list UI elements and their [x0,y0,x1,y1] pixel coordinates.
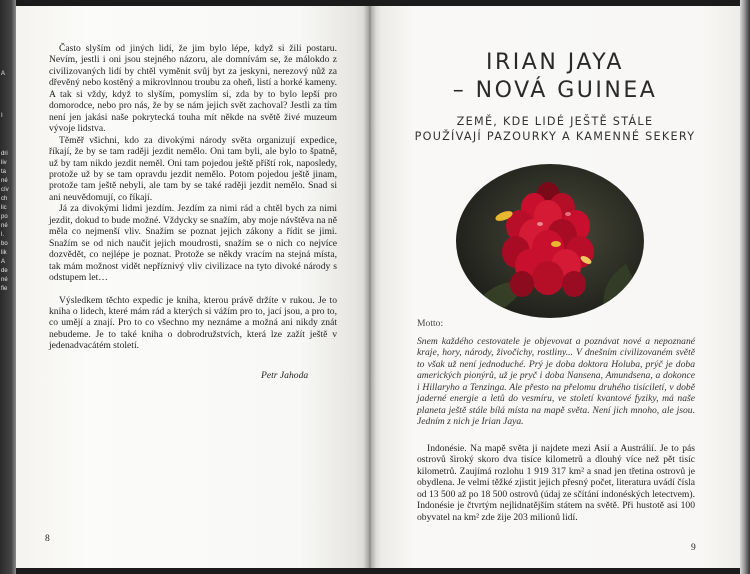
motto-label: Motto: [417,318,444,329]
flower-photo [456,164,644,318]
edge-fragment: liv [1,160,7,166]
page-number-right: 9 [691,543,696,553]
chapter-subtitle-line-1: ZEMĚ, KDE LIDÉ JEŠTĚ STÁLE [456,115,654,128]
edge-fragment: A [1,259,6,265]
edge-fragment: I [1,113,3,119]
edge-fragment: ta [1,169,7,175]
edge-fragment: po [1,214,8,220]
paragraph: Často slyším od jiných lidí, že jim bylo lépe, když si žili postaru. Nevím, jestli i oni jsou stejného názoru, ale domnívám se, že málokdo z civilizovaných lidí by chtěl vyměnit svůj byt za jeskyni, nerezový nůž za dřevěný nebo kostěný a mikrovlnnou troubu za oheň, listí a horké kameny. A tak si vždy, když to slyším, pomyslím si, zda by to bylo lepší pro domorodce, nebo pro nás, že by se nám jejich svět zachoval? Jestli za tím není jen jakási naše pokrytecká touha mít někde na světě živé muzeum vývoje lidstva. [49,43,337,135]
edge-fragment: bo [1,241,8,247]
right-page [370,6,740,568]
edge-fragment: cív [1,187,9,193]
edge-fragment: fie [1,286,8,292]
edge-fragment: dri [1,151,8,157]
page-number-left: 8 [45,534,50,544]
edge-fragment: de [1,268,8,274]
paragraph: Těměř všichni, kdo za divokými národy světa organizují expedice, říkají, že by se tam raději jezdit nemělo. Oni tam byli, ale bylo to špatně, už by tam nikdo jezdit neměl. Oni tam pojedou ještě příští rok, naposledy, protože už by se tam opravdu jezdit nemělo. Potom pojedou ještě jinam, protože tam ještě nebyli, ale tam by se také raději jezdit nemělo. Snad si ani neuvědomují, co říkají. [49,134,337,203]
adjacent-page-edge-left [0,0,16,574]
edge-fragment: né [1,223,8,229]
book-gutter [364,6,376,568]
edge-fragment: l. [1,232,4,238]
left-page-text [49,43,337,352]
left-page [16,6,370,568]
right-page-text [417,443,695,523]
chapter-subtitle-line-2: POUŽÍVAJÍ PAZOURKY A KAMENNÉ SEKERY [414,130,696,143]
author-signature: Petr Jahoda [261,370,309,381]
edge-fragment: lic [1,205,7,211]
chapter-title-line-2: – NOVÁ GUINEA [452,78,658,103]
paragraph: Výsledkem těchto expedic je kniha, kterou právě držíte v rukou. Je to kniha o lidech, které mám rád a kterých si vážím pro to, jací jsou, a pro to, co umějí a znají. Pro to co všechno my neznáme a možná ani nikdy znát nebudeme. Je to také kniha o dobrodružstvích, která lze zažít ještě v jedenadvacátém století. [49,294,337,352]
edge-fragment: né [1,277,8,283]
motto-text: Snem každého cestovatele je objevovat a poznávat nové a nepoznané kraje, hory, národy, živočichy, rostliny... V dnešním civilizovaném světě to však už není jednoduché. Prý je doba doktora Holuba, prýč je doba amerických pionýrů, už je pryč i doba Nansena, Amundsena, a dokonce i Hillaryho a Tenzinga. Ale přesto na přelomu druhého tisíciletí, v době jaderné energie a letů do vesmíru, ve století kvantové fyziky, má naše planeta ještě stále bílá místa na mapě světa. Není jich mnoho, ale jsou. Jedním z nich je Irian Jaya. [417,336,695,428]
red-ginger-flower-illustration [456,164,644,318]
edge-fragment: lik [1,250,7,256]
paragraph: Já za divokými lidmi jezdím. Jezdím za nimi rád a chtěl bych za nimi jezdit, dokud to bude možné. Vždycky se snažím, aby moje návštěva na ně měla co nejmenší vliv. Snažím se poznat jejich zákony a řídit se jimi. Snažím se od nich naučit jejich moudrosti, snažím se o nich co nejvíce dozvědět, co nejlépe je poznat. Protože se někdy vracím na stejná místa, tak mám možnost vidět nepříznivý vliv civilizace na tyto divoké národy s odstupem let… [49,203,337,284]
chapter-title-line-1: IRIAN JAYA [486,50,624,75]
adjacent-page-edge-right [740,0,750,574]
edge-fragment: ch [1,196,8,202]
edge-fragment: A [1,71,6,77]
edge-fragment: né [1,178,8,184]
paragraph: Indonésie. Na mapě světa ji najdete mezi Asií a Austrálií. Je to pás ostrovů široký skoro dva tisíce kilometrů a dlouhý více než pět tisíc kilometrů. Zaujímá rozlohu 1 919 317 km² a snad jen třetina ostrovů je obydlena. Je velmi těžké zjistit jejich přesný počet, literatura uvádí čísla od 13 500 až po 18 500 ostrovů (údaj ze sčítání indonéských letectvem). Indonésie je čtvrtým nejlidnatějším státem na světě. Při hustotě asi 100 obyvatel na km² zde žije 203 milionů lidí. [417,443,695,523]
